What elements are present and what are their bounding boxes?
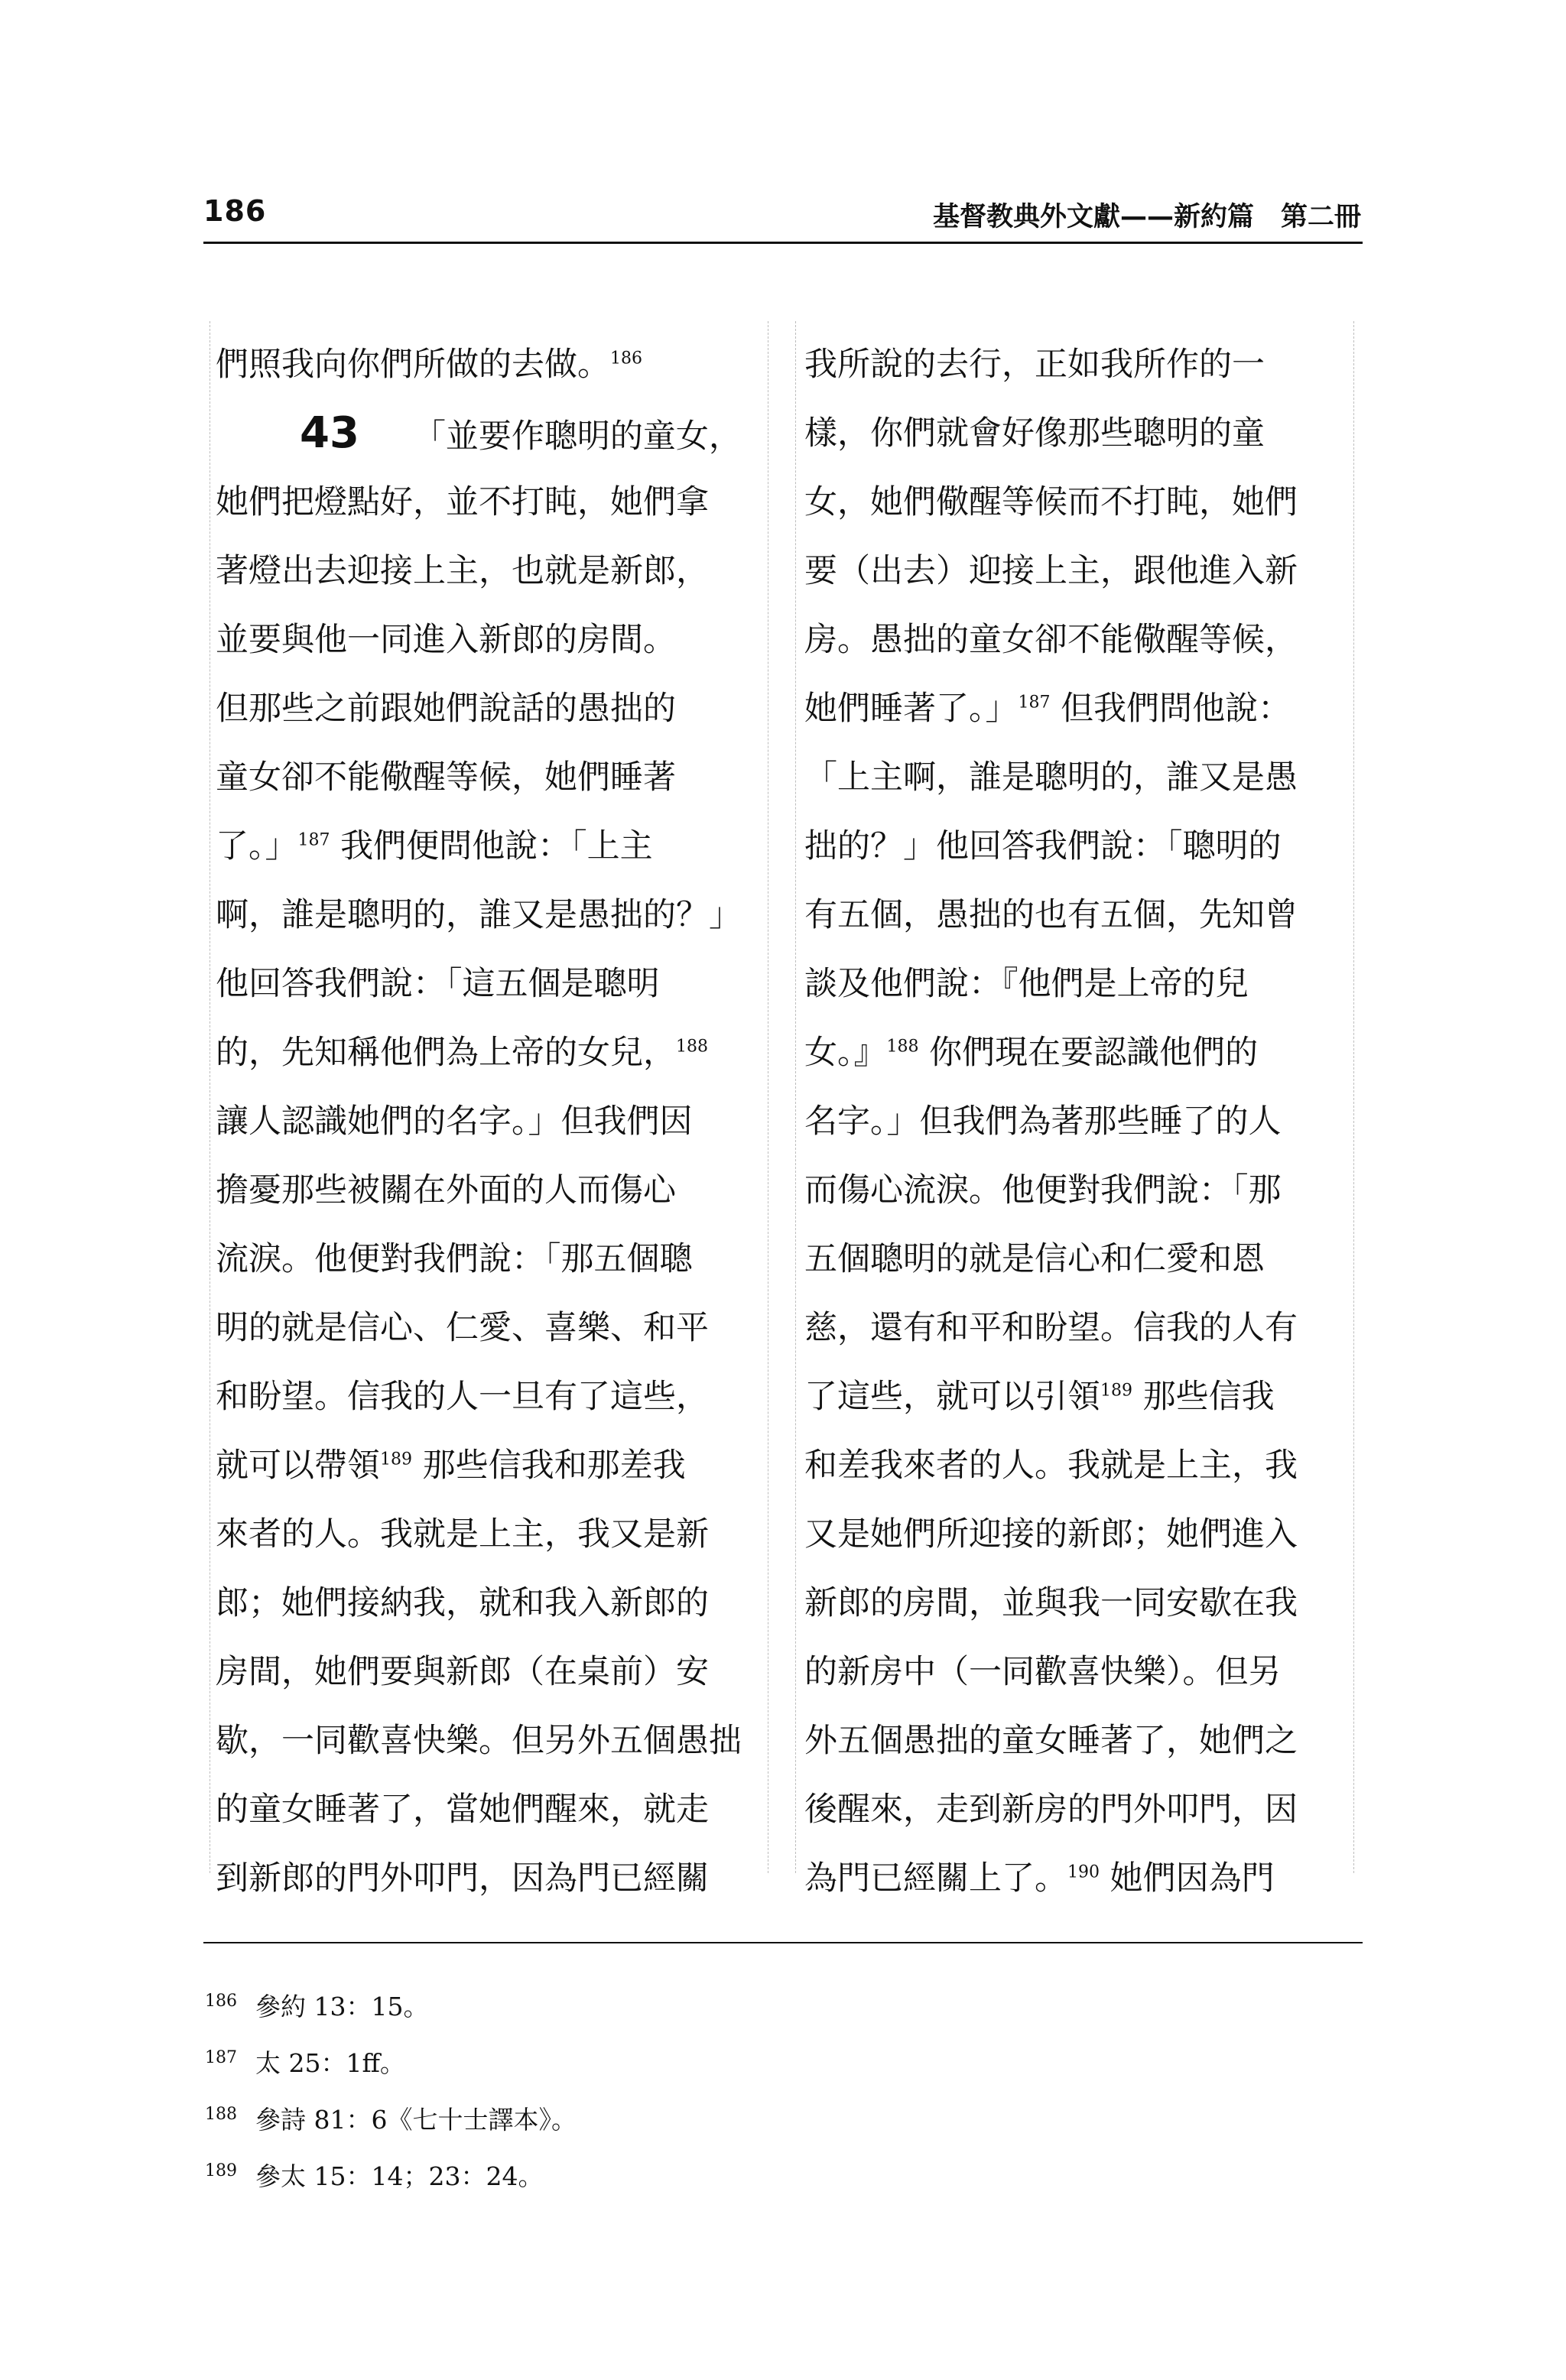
running-title: 基督教典外文獻——新約篇 第二冊	[932, 202, 1361, 232]
line-text: 名字。」但我們為著那些睡了的人	[804, 1102, 1282, 1141]
line-text: 新郎的房間，並與我一同安歇在我	[804, 1584, 1298, 1622]
text-line	[804, 1775, 1349, 1844]
footnote-number: 187	[205, 2048, 237, 2067]
text-line	[216, 950, 760, 1018]
text-line	[216, 1018, 760, 1087]
column-guide-right	[1353, 321, 1354, 1873]
text-line	[216, 674, 760, 743]
footnote-reference: 189	[380, 1450, 412, 1469]
text-line	[216, 1775, 760, 1844]
footnote-reference: 186	[610, 349, 642, 369]
text-line	[216, 1087, 760, 1156]
text-line	[216, 1294, 760, 1362]
line-text: 們照我向你們所做的去做。	[216, 346, 610, 384]
footnote-text: 參太 15：14；23：24。	[255, 2161, 544, 2191]
text-line	[216, 1156, 760, 1225]
page-number: 186	[203, 194, 267, 228]
footnote-number: 188	[205, 2105, 237, 2124]
line-text: 慈，還有和平和盼望。信我的人有	[804, 1309, 1298, 1347]
line-text: 歇，一同歡喜快樂。但另外五個愚拙	[216, 1722, 742, 1760]
text-line	[804, 1018, 1349, 1087]
footnote-reference: 188	[676, 1037, 708, 1057]
line-text: 的童女睡著了，當她們醒來，就走	[216, 1791, 709, 1829]
line-text: 外五個愚拙的童女睡著了，她們之	[804, 1722, 1298, 1760]
text-line	[804, 674, 1349, 743]
line-text: 並要與他一同進入新郎的房間。	[216, 621, 676, 659]
text-line	[804, 537, 1349, 606]
line-text: 啊，誰是聰明的，誰又是愚拙的？」	[216, 896, 742, 934]
text-line	[804, 1569, 1349, 1638]
text-line	[804, 1362, 1349, 1431]
line-text: 房間，她們要與新郎（在桌前）安	[216, 1653, 709, 1691]
footnote-item	[205, 2148, 1275, 2205]
text-line	[804, 1638, 1349, 1706]
line-text: 樣，你們就會好像那些聰明的童	[804, 414, 1265, 453]
footnote-reference: 188	[886, 1037, 919, 1057]
line-text: 拙的？」他回答我們說：「聰明的	[804, 827, 1282, 865]
text-line	[216, 1844, 760, 1913]
text-line	[804, 1706, 1349, 1775]
text-line	[804, 1294, 1349, 1362]
line-text: 的新房中（一同歡喜快樂）。但另	[804, 1653, 1282, 1691]
line-text: 「上主啊，誰是聰明的，誰又是愚	[804, 758, 1298, 797]
line-text-continued: 你們現在要認識他們的	[918, 1034, 1259, 1072]
footnote-reference: 187	[297, 830, 330, 850]
column-guide-mid-right	[795, 321, 796, 1873]
text-line	[804, 1500, 1349, 1569]
line-text-continued: 但我們問他說：	[1050, 690, 1291, 728]
line-text: 的，先知稱他們為上帝的女兒，	[216, 1034, 676, 1072]
line-text: 女。』	[804, 1034, 887, 1072]
line-text: 「並要作聰明的童女，	[412, 417, 742, 456]
text-line	[216, 812, 760, 881]
text-line	[216, 1569, 760, 1638]
line-text: 讓人認識她們的名字。」但我們因	[216, 1102, 693, 1141]
line-text: 和盼望。信我的人一旦有了這些，	[216, 1378, 709, 1416]
text-line	[804, 1225, 1349, 1294]
footnote-number: 189	[205, 2161, 237, 2180]
text-line	[216, 537, 760, 606]
line-text: 他回答我們說：「這五個是聰明	[216, 965, 660, 1003]
text-line	[804, 743, 1349, 812]
text-line	[216, 881, 760, 950]
footnote-reference: 189	[1100, 1381, 1132, 1401]
footnote-text: 參約 13：15。	[255, 1992, 429, 2021]
line-text: 為門已經關上了。	[804, 1859, 1067, 1898]
line-text-continued: 那些信我	[1132, 1378, 1275, 1416]
line-text: 要（出去）迎接上主，跟他進入新	[804, 552, 1298, 590]
footnote-text: 參詩 81：6《七十士譯本》。	[255, 2105, 577, 2135]
footnote-item	[205, 2092, 1275, 2148]
line-text: 我所說的去行，正如我所作的一	[804, 346, 1265, 384]
text-line	[804, 330, 1349, 399]
line-text: 了。」	[216, 827, 298, 865]
text-line	[804, 1431, 1349, 1500]
line-text: 擔憂那些被關在外面的人而傷心	[216, 1171, 676, 1209]
line-text: 來者的人。我就是上主，我又是新	[216, 1515, 709, 1554]
line-text: 又是她們所迎接的新郎；她們進入	[804, 1515, 1298, 1554]
line-text: 就可以帶領	[216, 1447, 380, 1485]
footnote-reference: 190	[1067, 1862, 1100, 1882]
text-line	[804, 1844, 1349, 1913]
line-text: 了這些，就可以引領	[804, 1378, 1100, 1416]
line-text: 郎；她們接納我，就和我入新郎的	[216, 1584, 709, 1622]
text-line	[216, 1362, 760, 1431]
footnote-item	[205, 2035, 1275, 2092]
text-line	[804, 1156, 1349, 1225]
footnote-text: 太 25：1ff。	[255, 2048, 405, 2078]
line-text: 和差我來者的人。我就是上主，我	[804, 1447, 1298, 1485]
line-text: 有五個，愚拙的也有五個，先知曾	[804, 896, 1298, 934]
verse-number: 43	[300, 408, 359, 458]
footnote-item	[205, 1979, 1275, 2035]
line-text: 女，她們儆醒等候而不打盹，她們	[804, 483, 1298, 521]
text-line	[216, 743, 760, 812]
line-text: 她們把燈點好，並不打盹，她們拿	[216, 483, 709, 521]
line-text: 而傷心流淚。他便對我們說：「那	[804, 1171, 1282, 1209]
footnote-number: 186	[205, 1992, 237, 2011]
line-text-continued: 我們便問他說：「上主	[330, 827, 653, 865]
line-text: 明的就是信心、仁愛、喜樂、和平	[216, 1309, 709, 1347]
line-text: 談及他們說：『他們是上帝的兒	[804, 965, 1249, 1003]
line-text: 五個聰明的就是信心和仁愛和恩	[804, 1240, 1265, 1278]
footnote-reference: 187	[1018, 693, 1051, 713]
line-text-continued: 那些信我和那差我	[412, 1447, 686, 1485]
text-line	[804, 606, 1349, 674]
text-line	[216, 399, 760, 468]
line-text: 童女卻不能儆醒等候，她們睡著	[216, 758, 676, 797]
footnote-rule	[203, 1942, 1363, 1943]
line-text: 但那些之前跟她們說話的愚拙的	[216, 690, 676, 728]
line-text: 流淚。他便對我們說：「那五個聰	[216, 1240, 693, 1278]
left-text-column	[216, 330, 760, 1913]
text-line	[216, 1431, 760, 1500]
line-text: 房。愚拙的童女卻不能儆醒等候，	[804, 621, 1298, 659]
line-text: 著燈出去迎接上主，也就是新郎，	[216, 552, 709, 590]
footnotes	[205, 1979, 1275, 2205]
header-rule	[203, 242, 1363, 244]
text-line	[804, 950, 1349, 1018]
line-text-continued: 她們因為門	[1100, 1859, 1275, 1898]
text-line	[804, 812, 1349, 881]
text-line	[804, 468, 1349, 537]
text-line	[216, 1225, 760, 1294]
right-text-column	[804, 330, 1349, 1913]
text-line	[804, 1087, 1349, 1156]
text-line	[216, 330, 760, 399]
line-text: 到新郎的門外叩門，因為門已經關	[216, 1859, 709, 1898]
line-text: 後醒來，走到新房的門外叩門，因	[804, 1791, 1298, 1829]
text-line	[216, 606, 760, 674]
text-line	[804, 881, 1349, 950]
text-line	[216, 468, 760, 537]
line-text: 她們睡著了。」	[804, 690, 1019, 728]
text-line	[216, 1500, 760, 1569]
text-line	[216, 1638, 760, 1706]
text-line	[804, 399, 1349, 468]
text-line	[216, 1706, 760, 1775]
